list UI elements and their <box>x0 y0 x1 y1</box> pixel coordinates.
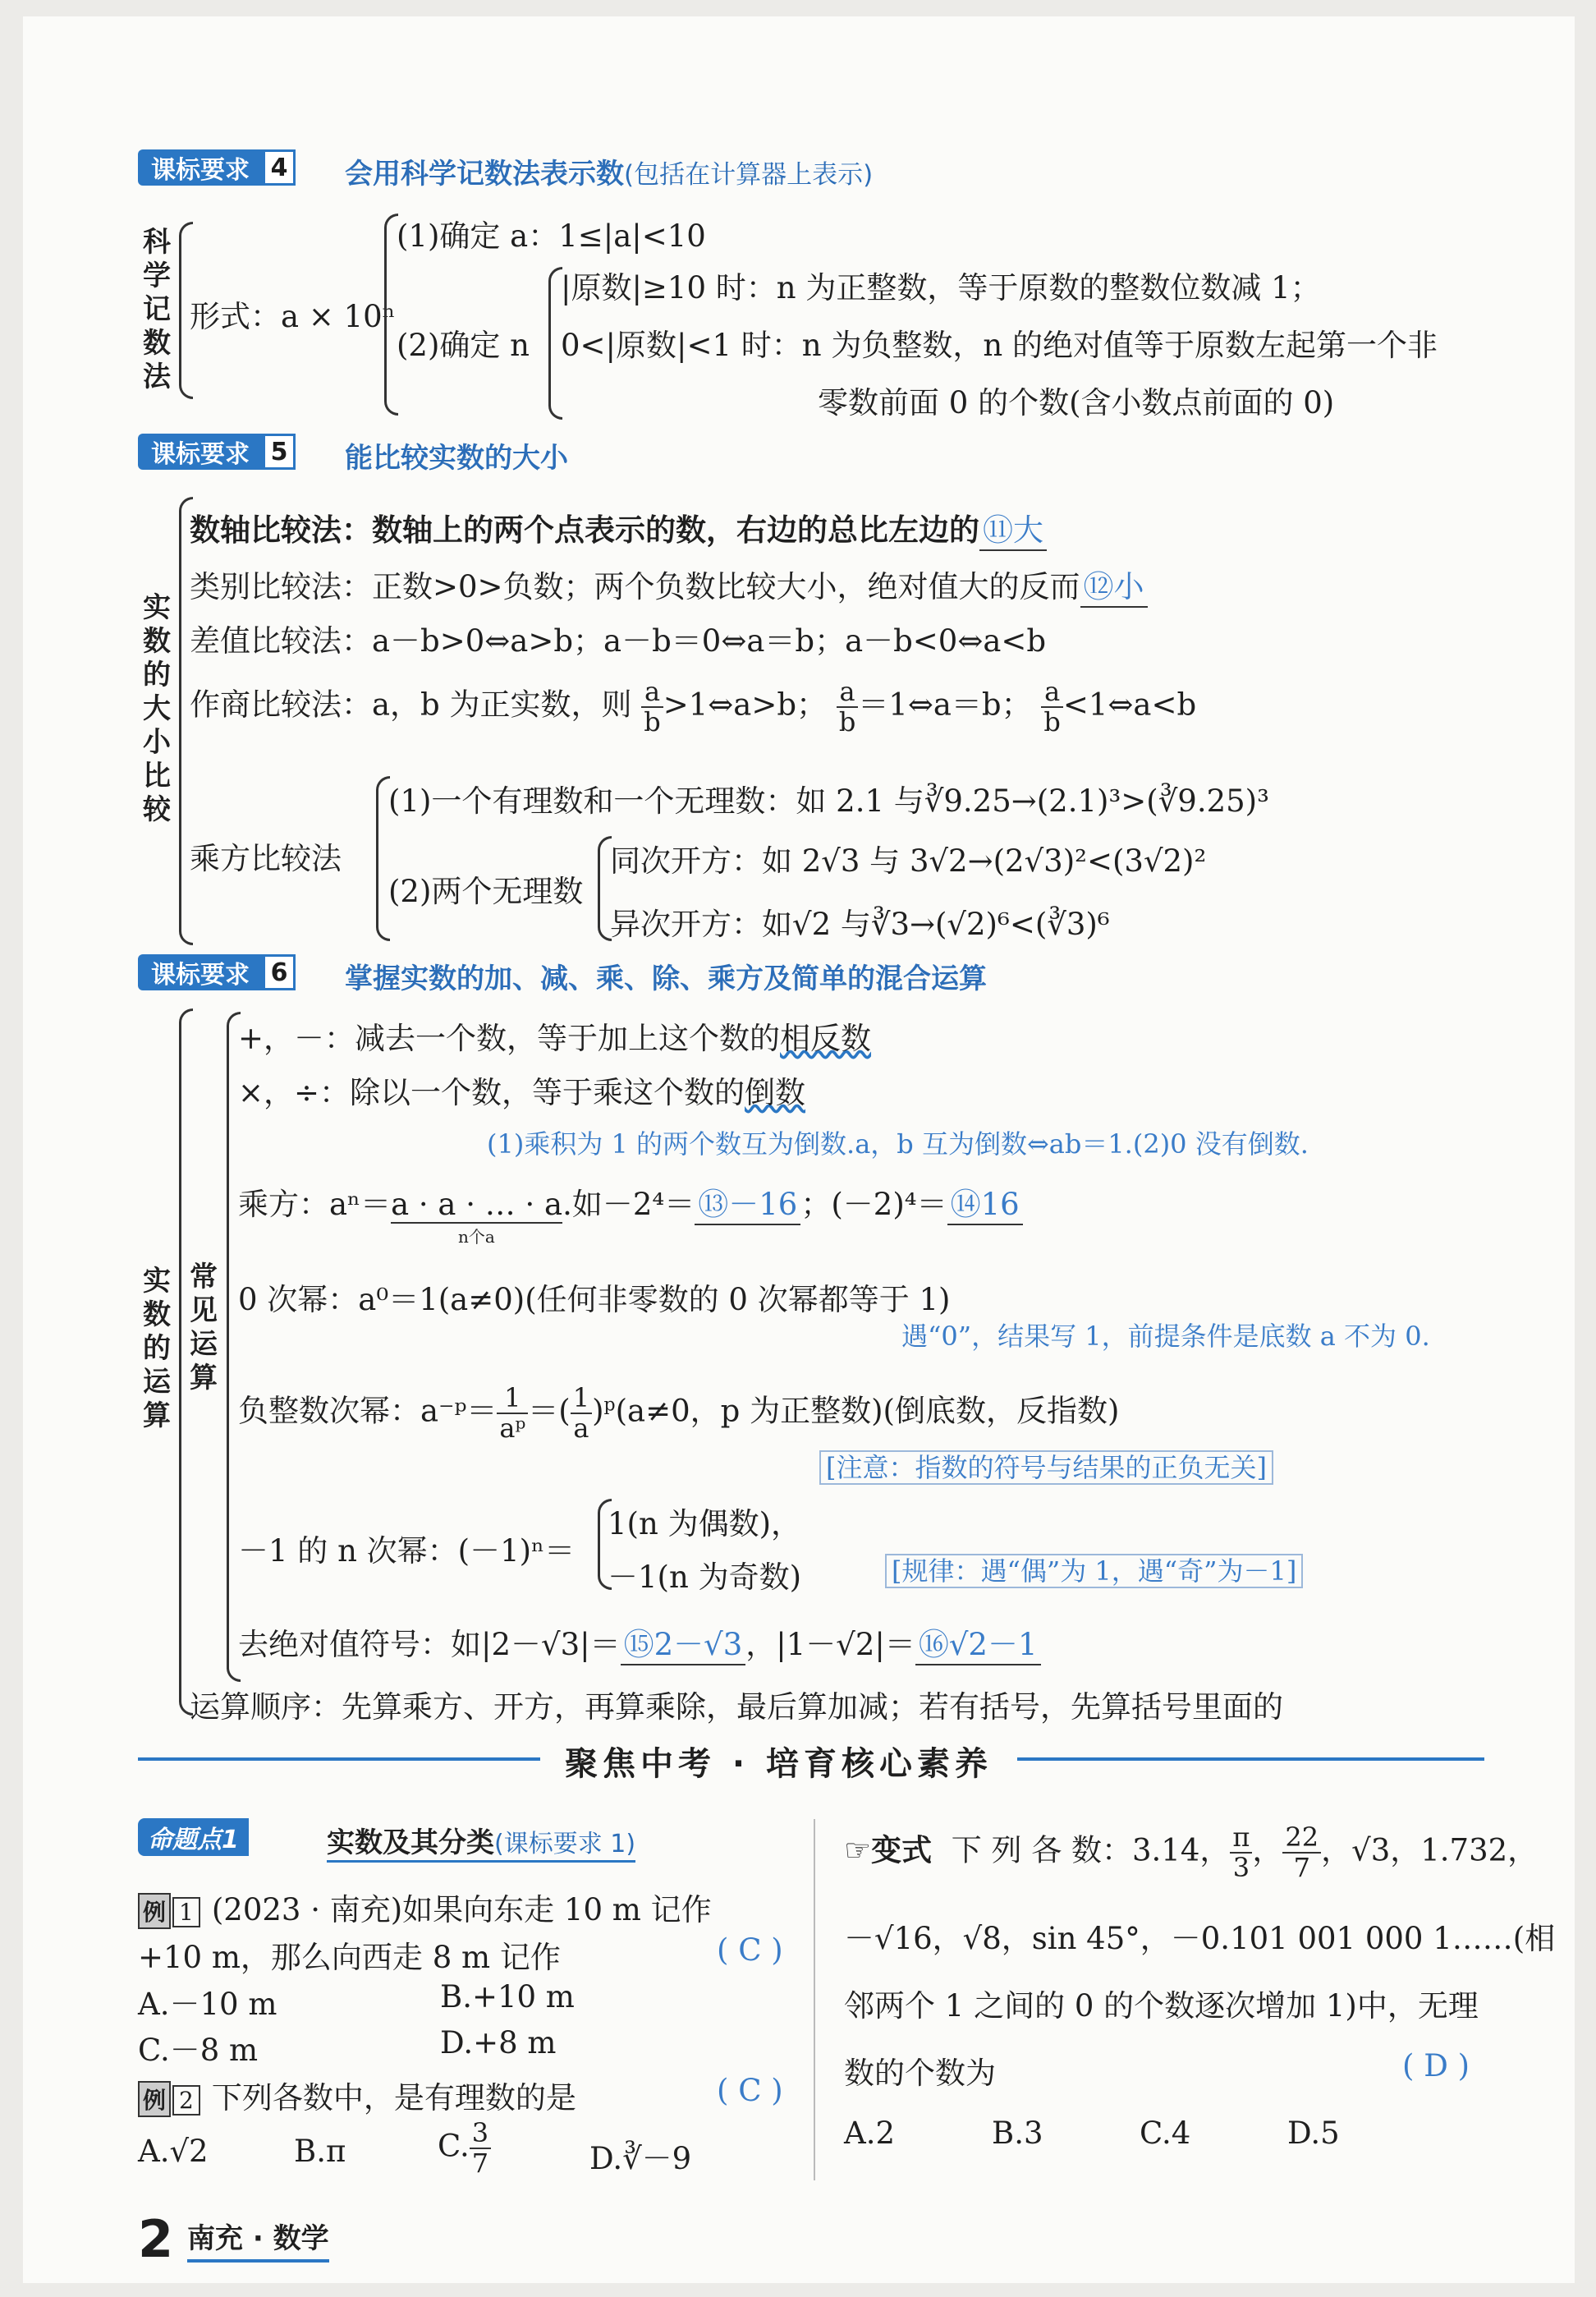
variant-line-4: 数的个数为 <box>844 2056 996 2091</box>
ops-power: 乘方：aⁿ＝a · a · … · a.如－2⁴＝ ⑬－16 ；(－2)⁴＝ ⑭16 <box>238 1179 1023 1225</box>
variant-option-d: D.5 <box>1287 2116 1340 2151</box>
callout-negative-power: [注意：指数的符号与结果的正负无关] <box>819 1447 1273 1485</box>
answer-blank: ⑪大 <box>979 505 1047 551</box>
requirement-tag-5 <box>138 434 296 470</box>
vertical-label-common: 常 见 运 算 <box>190 1261 218 1394</box>
column-divider <box>814 1819 815 2180</box>
requirement-tag-label: 课标要求 <box>138 954 263 990</box>
compare-row-3: 差值比较法：a－b>0⇔a>b；a－b＝0⇔a＝b；a－b<0⇔a<b <box>190 623 1047 659</box>
topic-title: 实数及其分类(课标要求 1) <box>327 1820 635 1863</box>
callout-zero-power: 遇“0”，结果写 1，前提条件是底数 a 不为 0. <box>901 1321 1430 1352</box>
requirement-tag-4 <box>138 149 296 186</box>
compare-row-5: 乘方比较法 <box>190 841 342 876</box>
ops-zero-power: 0 次幂：a⁰＝1(a≠0)(任何非零数的 0 次幂都等于 1) <box>238 1282 951 1317</box>
ops-abs-value: 去绝对值符号：如|2－√3|＝ ⑮2－√3 ，|1－√2|＝ ⑯√2－1 <box>238 1619 1041 1665</box>
sci-rule-2c: 零数前面 0 的个数(含小数点前面的 0) <box>818 385 1335 420</box>
sci-rule-2b: 0<|原数|<1 时：n 为负整数，n 的绝对值等于原数左起第一个非 <box>561 328 1438 363</box>
example-1-line-2: +10 m，那么向西走 8 m 记作 <box>138 1940 561 1975</box>
answer-blank: ⑯√2－1 <box>915 1619 1041 1665</box>
requirement-title-6: 掌握实数的加、减、乘、除、乘方及简单的混合运算 <box>345 962 987 995</box>
compare-row-1: 数轴比较法：数轴上的两个点表示的数，右边的总比左边的 ⑪大 <box>190 505 1047 551</box>
ops-neg-one-power: －1 的 n 次幂：(－1)ⁿ＝ <box>238 1533 576 1569</box>
ops-add-sub: +，－：减去一个数，等于加上这个数的相反数 <box>238 1021 872 1056</box>
page-number: 2 <box>138 2209 174 2269</box>
vertical-label-sci: 科 学 记 数 法 <box>143 226 171 393</box>
requirement-tag-number: 5 <box>263 434 296 470</box>
example-2-question: 例 2 下列各数中，是有理数的是 <box>138 2073 576 2117</box>
ops-neg-one-odd: －1(n 为奇数) <box>608 1560 802 1595</box>
compare-row-5b: (2)两个无理数 <box>388 874 584 909</box>
answer-blank: ⑭16 <box>947 1179 1023 1225</box>
example-1-option-d: D.+8 m <box>440 2025 557 2060</box>
section-title: 聚焦中考 · 培育核心素养 <box>540 1738 1017 1785</box>
example-2-option-d: D.∛－9 <box>589 2141 692 2176</box>
example-2-option-c: C. $\frac{3}{7}$ <box>438 2119 491 2178</box>
variant-answer: ( D ) <box>1402 2048 1470 2083</box>
footer-title: 南充 · 数学 <box>187 2216 329 2263</box>
compare-row-5b1: 同次开方：如 2√3 与 3√2→(2√3)²<(3√2)² <box>610 843 1207 879</box>
compare-row-2: 类别比较法：正数>0>负数；两个负数比较大小，绝对值大的反而 ⑫小 <box>190 562 1148 608</box>
example-1-option-c: C.－8 m <box>138 2033 259 2068</box>
requirement-tag-label: 课标要求 <box>138 149 263 186</box>
example-1-option-a: A.－10 m <box>138 1987 277 2022</box>
vertical-label-compare: 实 数 的 大 小 比 较 <box>143 591 171 826</box>
sci-rule-2a: |原数|≥10 时：n 为正整数，等于原数的整数位数减 1； <box>561 270 1321 306</box>
example-2-option-a: A.√2 <box>138 2134 209 2169</box>
brace <box>227 1012 241 1682</box>
vertical-label-ops: 实 数 的 运 算 <box>143 1265 171 1432</box>
page <box>23 16 1575 2283</box>
requirement-tag-6 <box>138 954 296 990</box>
ops-mul-div: ×，÷：除以一个数，等于乘这个数的倒数 <box>238 1075 806 1110</box>
compare-row-5b2: 异次开方：如√2 与∛3→(√2)⁶<(∛3)⁶ <box>610 907 1110 942</box>
requirement-tag-label: 课标要求 <box>138 434 263 470</box>
ops-negative-power: 负整数次幂：a⁻ᵖ＝ $\frac{1}{\text{aᵖ}}$ ＝( $\frac{1}{a}$ )$^p$(a≠0，p 为正整数)(倒底数，反指数) <box>238 1382 1120 1445</box>
example-2-answer: ( C ) <box>717 2073 783 2108</box>
topic-tag: 命题点1 <box>138 1818 249 1856</box>
example-1-option-b: B.+10 m <box>440 1979 575 2014</box>
requirement-title-5: 能比较实数的大小 <box>345 442 568 475</box>
variant-option-c: C.4 <box>1140 2116 1191 2151</box>
answer-blank: ⑮2－√3 <box>621 1619 746 1665</box>
answer-blank: ⑫小 <box>1080 562 1148 608</box>
variant-option-b: B.3 <box>992 2116 1043 2151</box>
variant-option-a: A.2 <box>844 2116 896 2151</box>
sci-rule-1: (1)确定 a：1≤|a|<10 <box>397 218 706 254</box>
requirement-tag-number: 4 <box>263 149 296 186</box>
answer-blank: ⑬－16 <box>695 1179 800 1225</box>
example-1-line-1: 例 1 (2023 · 南充)如果向东走 10 m 记作 <box>138 1885 712 1929</box>
ops-neg-one-even: 1(n 为偶数)， <box>608 1506 802 1541</box>
power-underbrace-label: n个a <box>458 1227 495 1247</box>
example-1-answer: ( C ) <box>717 1932 783 1968</box>
variant-line-3: 邻两个 1 之间的 0 的个数逐次增加 1)中，无理 <box>844 1988 1479 2024</box>
callout-reciprocal: (1)乘积为 1 的两个数互为倒数.a，b 互为倒数⇔ab＝1.(2)0 没有倒数. <box>487 1128 1309 1160</box>
callout-neg-one: [规律：遇“偶”为 1，遇“奇”为－1] <box>885 1550 1303 1588</box>
example-2-option-b: B.π <box>294 2134 346 2169</box>
requirement-title-4: 会用科学记数法表示数(包括在计算器上表示) <box>345 158 874 191</box>
compare-row-4: 作商比较法：a，b 为正实数，则 $\frac{a}{b}$ >1⇔a>b； $\frac{a}{b}$ ＝1⇔a＝b； $\frac{a}{b}$ <1⇔a<b <box>190 676 1197 738</box>
variant-line-2: －√16，√8，sin 45°，－0.101 001 000 1……(相 <box>844 1921 1556 1956</box>
sci-form: 形式：a × 10ⁿ <box>190 299 396 334</box>
variant-line-1: ☞变式 下 列 各 数：3.14， $\frac{\pi}{3}$ ， $\frac{22}{7}$ ，√3，1.732， <box>844 1822 1539 1884</box>
ops-order: 运算顺序：先算乘方、开方，再算乘除，最后算加减；若有括号，先算括号里面的 <box>190 1689 1283 1725</box>
compare-row-5a: (1)一个有理数和一个无理数：如 2.1 与∛9.25→(2.1)³>(∛9.25)³ <box>388 783 1269 819</box>
requirement-tag-number: 6 <box>263 954 296 990</box>
sci-rule-2: (2)确定 n <box>397 328 530 363</box>
